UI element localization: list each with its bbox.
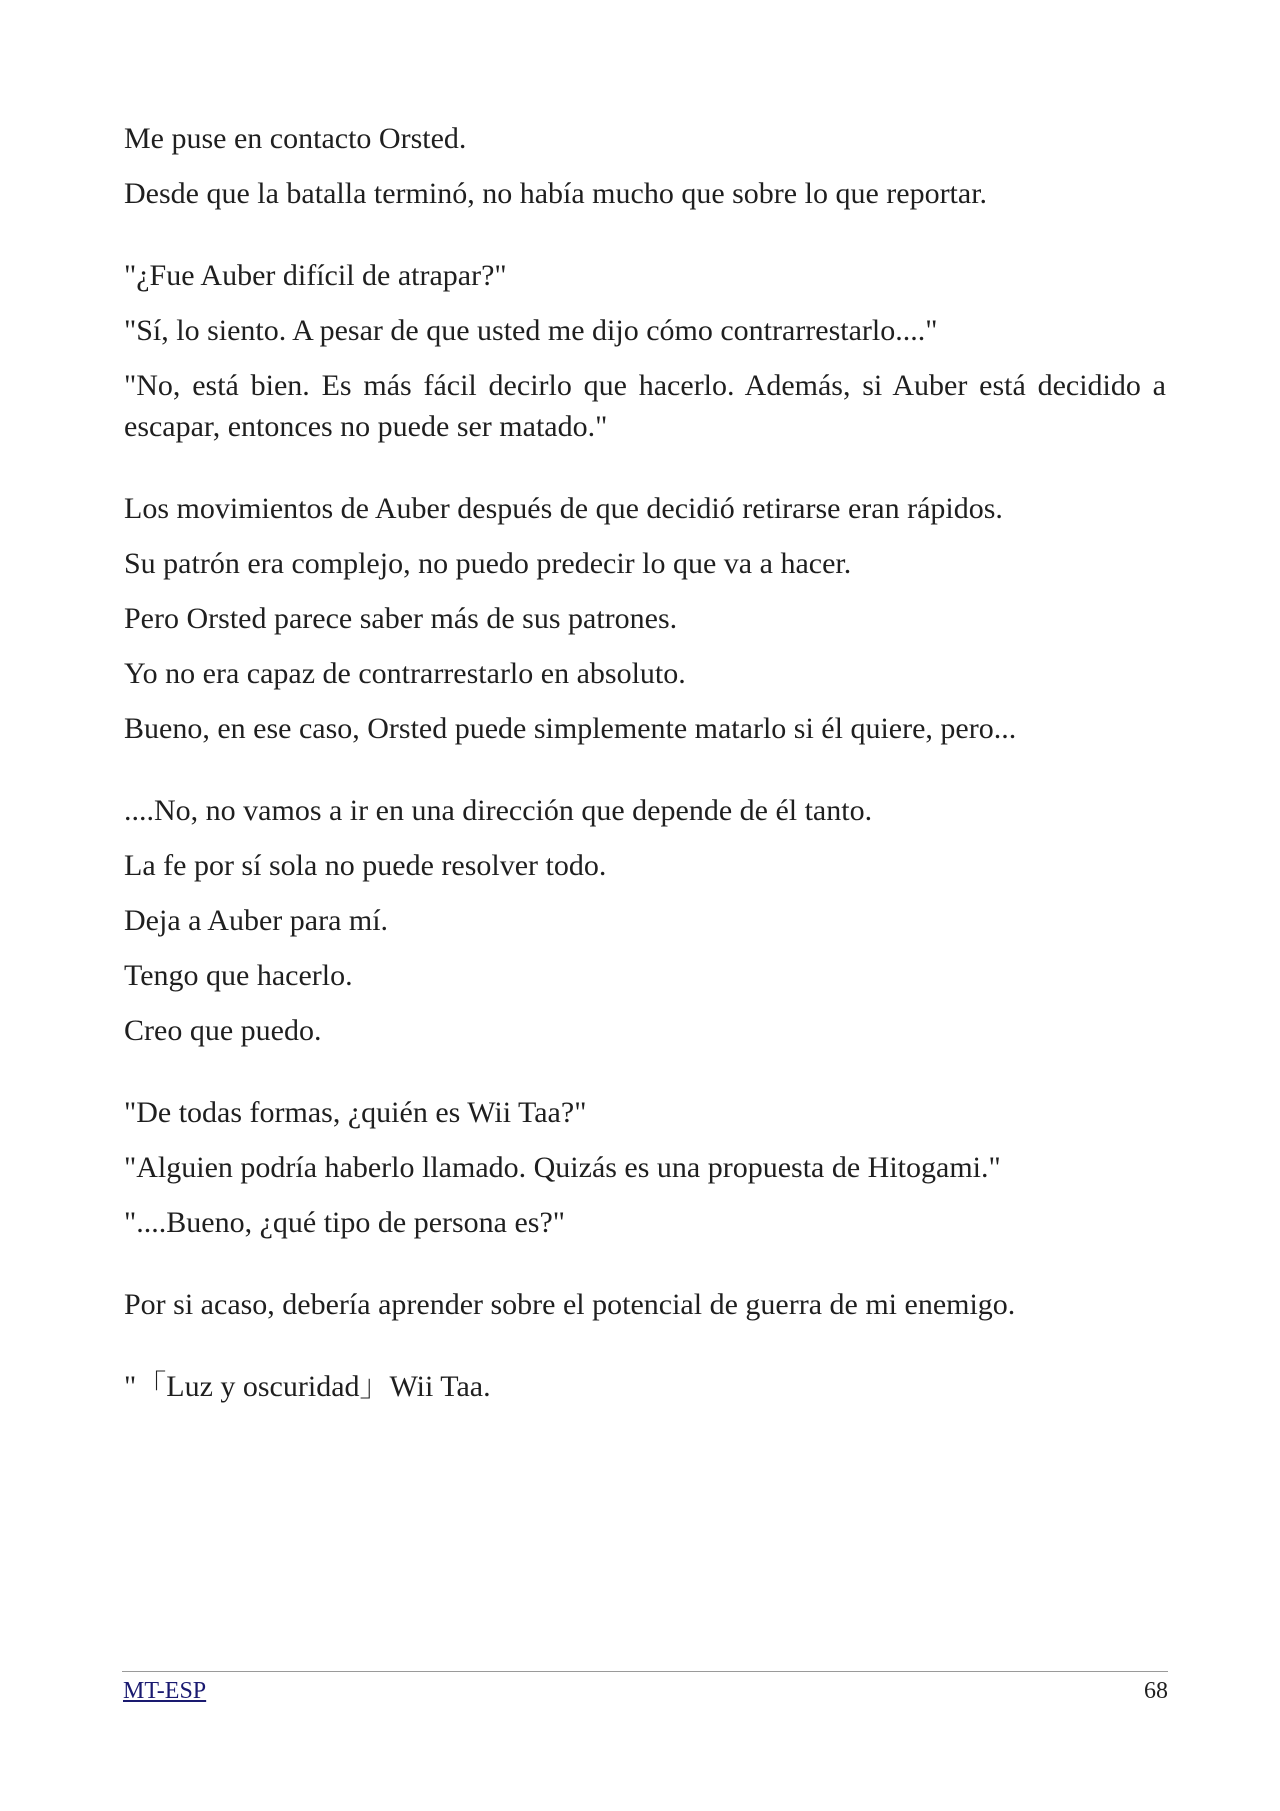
paragraph: Me puse en contacto Orsted.: [124, 122, 467, 155]
paragraph-gap: [124, 1065, 1166, 1092]
paragraph: Yo no era capaz de contrarrestarlo en absoluto.: [124, 657, 686, 690]
paragraph: Por si acaso, debería aprender sobre el potencial de guerra de mi enemigo.: [124, 1288, 1016, 1321]
paragraph: ....No, no vamos a ir en una dirección que depende de él tanto.: [124, 794, 873, 827]
paragraph-gap: [124, 763, 1166, 790]
paragraph: Tengo que hacerlo.: [124, 959, 353, 992]
page-number: 68: [1144, 1678, 1168, 1704]
paragraph: Desde que la batalla terminó, no había mucho que sobre lo que reportar.: [124, 177, 988, 210]
paragraph: Deja a Auber para mí.: [124, 904, 389, 937]
paragraph: Bueno, en ese caso, Orsted puede simplemente matarlo si él quiere, pero...: [124, 712, 1017, 745]
paragraph-gap: [124, 1339, 1166, 1366]
page-text: [124, 118, 1166, 1421]
paragraph: "....Bueno, ¿qué tipo de persona es?": [124, 1206, 566, 1239]
paragraph: "De todas formas, ¿quién es Wii Taa?": [124, 1096, 587, 1129]
paragraph: Pero Orsted parece saber más de sus patrones.: [124, 602, 678, 635]
paragraph: "Alguien podría haberlo llamado. Quizás es una propuesta de Hitogami.": [124, 1151, 1001, 1184]
paragraph: "「Luz y oscuridad」Wii Taa.: [124, 1370, 491, 1403]
paragraph: Los movimientos de Auber después de que decidió retirarse eran rápidos.: [124, 492, 1003, 525]
paragraph: "Sí, lo siento. A pesar de que usted me dijo cómo contrarrestarlo....": [124, 314, 938, 347]
paragraph: La fe por sí sola no puede resolver todo.: [124, 849, 607, 882]
paragraph-gap: [124, 461, 1166, 488]
paragraph: "¿Fue Auber difícil de atrapar?": [124, 259, 507, 292]
footer-divider: [122, 1671, 1168, 1672]
paragraph: Creo que puedo.: [124, 1014, 322, 1047]
paragraph: Su patrón era complejo, no puedo predecir lo que va a hacer.: [124, 547, 852, 580]
paragraph-gap: [124, 228, 1166, 255]
footer-site-link[interactable]: MT-ESP: [123, 1678, 207, 1704]
paragraph-gap: [124, 1257, 1166, 1284]
paragraph: "No, está bien. Es más fácil decirlo que hacerlo. Además, si Auber está decidido a escapar, entonces no puede ser matado.": [124, 369, 1166, 443]
